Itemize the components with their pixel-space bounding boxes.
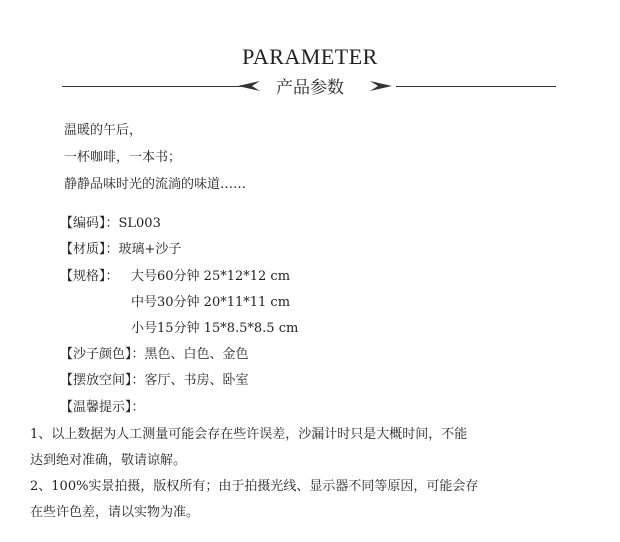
header-divider-right	[396, 86, 556, 87]
intro-line: 静静品味时光的流淌的味道……	[64, 177, 247, 192]
arrow-left-icon	[370, 80, 392, 92]
spec-tips-label: 【温馨提示】：	[60, 400, 145, 415]
spec-sand-color: 【沙子颜色】：黑色、白色、金色	[60, 347, 249, 362]
note-line: 在些许色差，请以实物为准。	[30, 505, 200, 520]
page-title: PARAMETER	[242, 44, 378, 69]
page-subtitle: 产品参数	[276, 78, 344, 98]
note-line: 达到绝对准确，敬请谅解。	[30, 453, 187, 468]
intro-line: 一杯咖啡，一本书；	[64, 150, 182, 165]
spec-code: 【编码】：SL003	[60, 216, 161, 231]
spec-material: 【材质】：玻璃+沙子	[60, 242, 182, 257]
note-line: 2、100%实景拍摄，版权所有；由于拍摄光线、显示器不同等原因，可能会存	[30, 479, 479, 494]
spec-size-label: 【规格】：	[60, 269, 119, 284]
spec-size-small: 小号15分钟 15*8.5*8.5 cm	[131, 321, 299, 336]
spec-size-large: 大号60分钟 25*12*12 cm	[131, 269, 291, 284]
note-line: 1、以上数据为人工测量可能会存在些许误差，沙漏计时只是大概时间，不能	[30, 427, 468, 442]
spec-placement: 【摆放空间】：客厅、书房、卧室	[60, 373, 249, 388]
intro-line: 温暖的午后，	[64, 123, 143, 138]
spec-size-medium: 中号30分钟 20*11*11 cm	[131, 295, 291, 310]
